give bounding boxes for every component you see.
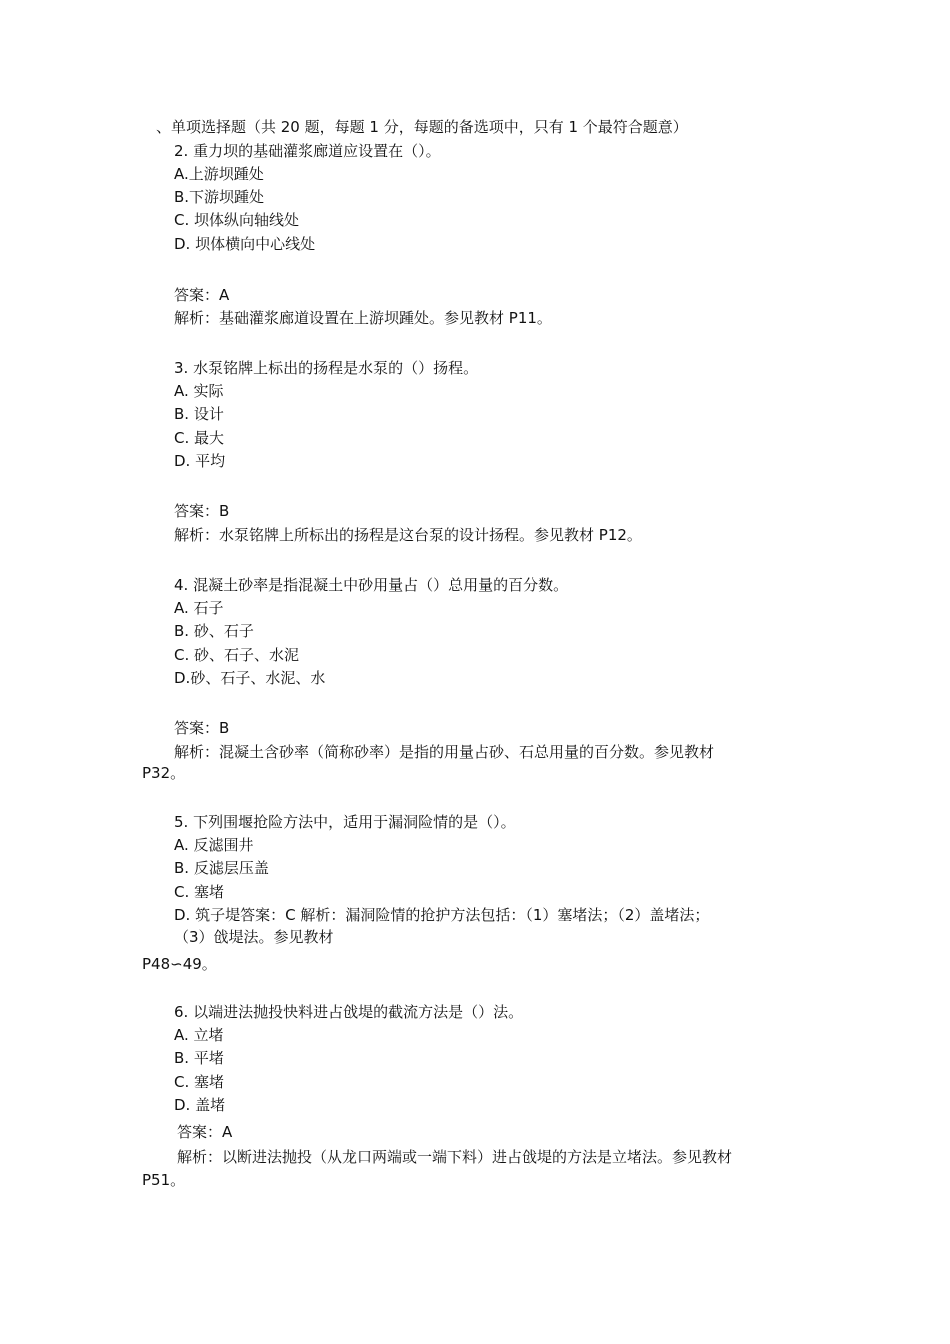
option-b: B. 平堵: [174, 1049, 224, 1067]
analysis: 解析：水泵铭牌上所标出的扬程是这台泵的设计扬程。参见教材 P12。: [174, 526, 642, 544]
analysis-continued: P32。: [142, 764, 186, 782]
answer: 答案：B: [174, 502, 230, 520]
answer: 答案：B: [174, 719, 230, 737]
answer: 答案：A: [174, 286, 230, 304]
option-a: A. 立堵: [174, 1026, 224, 1044]
option-d-with-answer: D. 筑子堤答案：C 解析：漏洞险情的抢护方法包括：（1）塞堵法；（2）盖堵法；: [174, 906, 710, 924]
analysis-continued: P51。: [142, 1171, 186, 1189]
option-d: D.砂、石子、水泥、水: [174, 669, 326, 687]
option-a: A. 石子: [174, 599, 224, 617]
analysis-continued: P48∽49。: [142, 955, 217, 973]
analysis: 解析：以断进法抛投（从龙口两端或一端下料）进占戗堤的方法是立堵法。参见教材: [177, 1148, 733, 1166]
question-stem: 5. 下列围堰抢险方法中，适用于漏洞险情的是（）。: [174, 813, 516, 831]
answer: 答案：A: [177, 1123, 233, 1141]
question-stem: 3. 水泵铭牌上标出的扬程是水泵的（）扬程。: [174, 359, 479, 377]
option-a: A.上游坝踵处: [174, 165, 264, 183]
question-stem: 4. 混凝土砂率是指混凝土中砂用量占（）总用量的百分数。: [174, 576, 569, 594]
option-d: D. 坝体横向中心线处: [174, 235, 316, 253]
section-header: 、单项选择题（共 20 题，每题 1 分，每题的备选项中，只有 1 个最符合题意）: [156, 118, 688, 136]
question-stem: 2. 重力坝的基础灌浆廊道应设置在（）。: [174, 142, 441, 160]
option-d: D. 盖堵: [174, 1096, 226, 1114]
analysis: 解析：基础灌浆廊道设置在上游坝踵处。参见教材 P11。: [174, 309, 552, 327]
option-c: C. 塞堵: [174, 1073, 225, 1091]
option-c: C. 塞堵: [174, 883, 225, 901]
option-c: C. 砂、石子、水泥: [174, 646, 300, 664]
option-c: C. 最大: [174, 429, 225, 447]
option-b: B. 反滤层压盖: [174, 859, 269, 877]
option-b: B. 砂、石子: [174, 622, 254, 640]
option-b: B.下游坝踵处: [174, 188, 265, 206]
option-a: A. 实际: [174, 382, 224, 400]
analysis: 解析：混凝土含砂率（简称砂率）是指的用量占砂、石总用量的百分数。参见教材: [174, 743, 715, 761]
option-a: A. 反滤围井: [174, 836, 254, 854]
question-stem: 6. 以端进法抛投快料进占戗堤的截流方法是（）法。: [174, 1003, 524, 1021]
option-c: C. 坝体纵向轴线处: [174, 211, 300, 229]
analysis-continued: （3）戗堤法。参见教材: [174, 928, 334, 946]
option-d: D. 平均: [174, 452, 226, 470]
option-b: B. 设计: [174, 405, 224, 423]
